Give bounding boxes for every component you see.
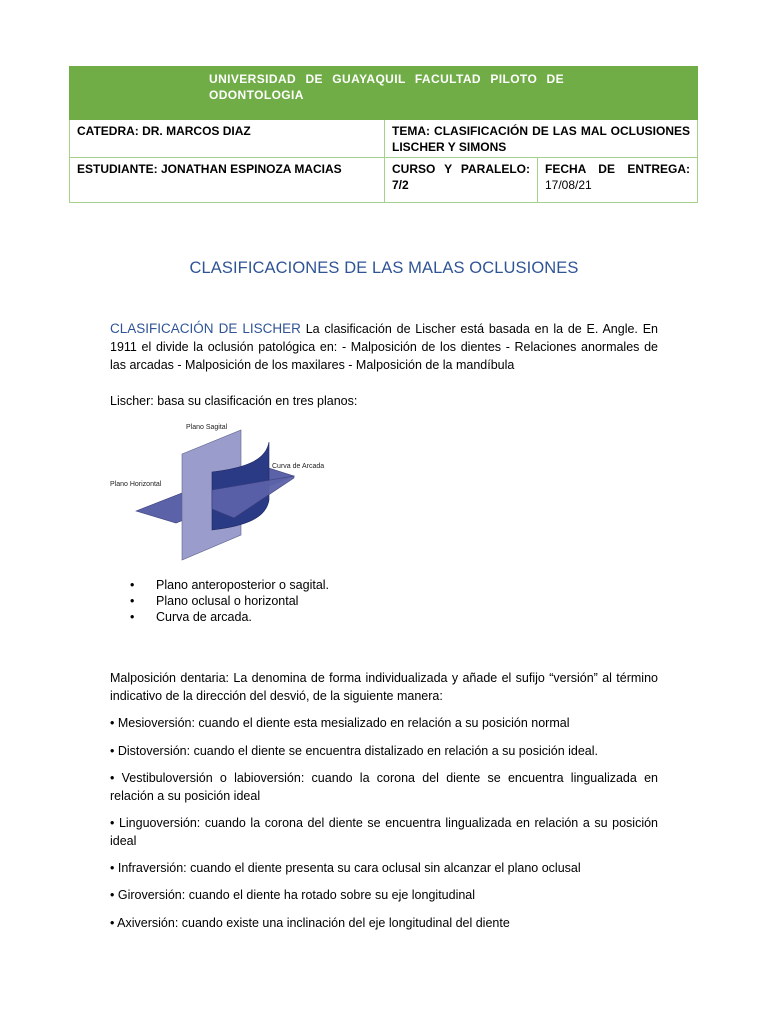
list-item-text: Plano anteroposterior o sagital.: [156, 578, 330, 592]
header-row-student: [70, 158, 698, 203]
malposicion-intro: Malposición dentaria: La denomina de forma individualizada y añade el sufijo “versión” al término indicativo de la dirección del desvió, de la siguiente manera:: [110, 671, 658, 703]
curso-label: CURSO Y PARALELO:: [392, 162, 530, 176]
label-plano-sagital: Plano Sagital: [186, 424, 228, 431]
planes-diagram: [106, 420, 336, 570]
malposicion-item: • Infraversión: cuando el diente presenta su cara oclusal sin alcanzar el plano oclusal: [110, 861, 581, 875]
list-item: [130, 609, 329, 625]
student-cell: ESTUDIANTE: JONATHAN ESPINOZA MACIAS: [70, 158, 385, 203]
bullet-icon: •: [130, 594, 135, 608]
list-item: [130, 577, 329, 593]
label-curva-arcada: Curva de Arcada: [272, 463, 325, 470]
label-plano-horizontal: Plano Horizontal: [110, 481, 162, 488]
list-item-text: Curva de arcada.: [156, 610, 252, 624]
planes-intro: Lischer: basa su clasificación en tres planos:: [110, 394, 358, 408]
header-row-university: [70, 67, 698, 120]
lischer-text: La clasificación de Lischer está basada en la de E. Angle. En 1911 el divide la oclusión patológica en: - Malposición de los dientes - Relaciones anormales de las arcadas - Malposición de los maxilares - Malposición de la mandíbula: [110, 322, 658, 372]
bullet-icon: •: [130, 578, 135, 592]
catedra-cell: CATEDRA: DR. MARCOS DIAZ: [70, 120, 385, 158]
university-name: UNIVERSIDAD DE GUAYAQUIL FACULTAD PILOTO DE ODONTOLOGIA: [70, 67, 698, 120]
header-table: [69, 66, 698, 203]
lischer-paragraph: [110, 320, 658, 374]
header-row-catedra: [70, 120, 698, 158]
malposicion-item: • Vestibuloversión o labioversión: cuando la corona del diente se encuentra lingualizada en relación a su posición ideal: [110, 771, 658, 803]
planes-list: [130, 577, 329, 625]
fecha-cell: [538, 158, 698, 203]
malposicion-item: • Mesioversión: cuando el diente esta mesializado en relación a su posición normal: [110, 716, 570, 730]
lischer-planes-figure: [106, 420, 336, 570]
malposicion-item: • Distoversión: cuando el diente se encuentra distalizado en relación a su posición ideal.: [110, 744, 599, 758]
bullet-icon: •: [130, 610, 135, 624]
malposicion-item: • Linguoversión: cuando la corona del diente se encuentra lingualizada en relación a su posición ideal: [110, 816, 658, 848]
fecha-label: FECHA DE ENTREGA:: [545, 162, 691, 176]
malposicion-item: • Axiversión: cuando existe una inclinación del eje longitudinal del diente: [110, 916, 510, 930]
lischer-heading: CLASIFICACIÓN DE LISCHER: [110, 321, 301, 336]
fecha-value: 17/08/21: [545, 178, 592, 192]
list-item-text: Plano oclusal o horizontal: [156, 594, 299, 608]
curso-cell: [385, 158, 538, 203]
curso-value: 7/2: [392, 178, 409, 192]
list-item: [130, 593, 329, 609]
malposicion-item: • Giroversión: cuando el diente ha rotado sobre su eje longitudinal: [110, 888, 476, 902]
document-title: CLASIFICACIONES DE LAS MALAS OCLUSIONES: [189, 259, 579, 277]
tema-cell: TEMA: CLASIFICACIÓN DE LAS MAL OCLUSIONES LISCHER Y SIMONS: [385, 120, 698, 158]
